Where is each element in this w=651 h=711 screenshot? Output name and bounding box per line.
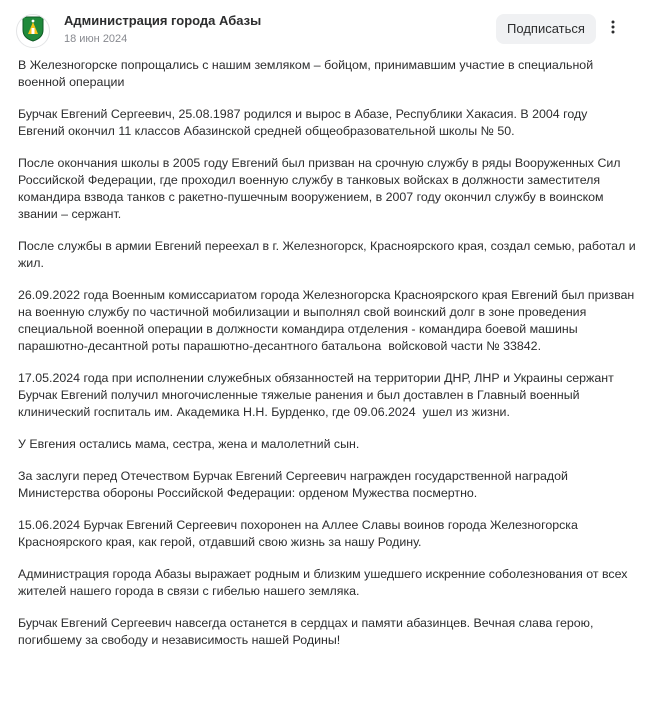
post-paragraph: После окончания школы в 2005 году Евгений был призван на срочную службу в ряды Вооруженных Сил Российской Федерации, где проходил военную службу в танковых войсках в должности заместителя командира взвода танков с ракетно-пушечным вооружением, в 2007 году окончил службу в воинском звании – сержант. [18, 156, 624, 221]
post-paragraph: 15.06.2024 Бурчак Евгений Сергеевич похоронен на Аллее Славы воинов города Железногорска Красноярского края, как герой, отдавший свою жизнь за нашу Родину. [18, 518, 582, 549]
post-paragraph: За заслуги перед Отечеством Бурчак Евгений Сергеевич награжден государственной наградой Министерства обороны Российской Федерации: орденом Мужества посмертно. [18, 469, 572, 500]
coat-of-arms-icon [22, 16, 44, 47]
post-paragraph: Администрация города Абазы выражает родным и близким ушедшего искренние соболезнования от всех жителей нашего города в связи с гибелью нашего земляка. [18, 567, 631, 598]
post-paragraph: 17.05.2024 года при исполнении служебных обязанностей на территории ДНР, ЛНР и Украины сержант Бурчак Евгений получил многочисленные тяжелые ранения и был доставлен в Главный военный клинический госпиталь им. Академика Н.Н. Бурденко, где 09.06.2024 ушел из жизни. [18, 371, 618, 419]
subscribe-button[interactable]: Подписаться [496, 14, 596, 44]
post-date: 18 июн 2024 [64, 33, 128, 45]
post-paragraph: Бурчак Евгений Сергеевич, 25.08.1987 родился и вырос в Абазе, Республики Хакасия. В 2004 году Евгений окончил 11 классов Абазинской средней общеобразовательной школы № 50. [18, 107, 591, 138]
more-vertical-icon [611, 20, 615, 39]
post-paragraph: Бурчак Евгений Сергеевич навсегда останется в сердцах и памяти абазинцев. Вечная слава герою, погибшему за свободу и независимость нашей Родины! [18, 616, 597, 647]
more-options-button[interactable] [604, 16, 622, 42]
post-text [18, 57, 640, 664]
author-name[interactable]: Администрация города Абазы [64, 13, 262, 28]
post-paragraph: У Евгения остались мама, сестра, жена и малолетний сын. [18, 437, 360, 451]
post-paragraph: В Железногорске попрощались с нашим земляком – бойцом, принимавшим участие в специальной военной операции [18, 58, 597, 89]
post-paragraph: 26.09.2022 года Военным комиссариатом города Железногорска Красноярского края Евгений был призван на военную службу по частичной мобилизации и выполнял свой воинский долг в зоне проведения специальной военной операции в должности командира отделения - командира боевой машины парашютно-десантной роты парашютно-десантного батальона войсковой части № 33842. [18, 288, 638, 353]
post-paragraph: После службы в армии Евгений переехал в г. Железногорск, Красноярского края, создал семью, работал и жил. [18, 239, 640, 270]
avatar[interactable] [16, 14, 50, 48]
post-header [0, 0, 651, 56]
